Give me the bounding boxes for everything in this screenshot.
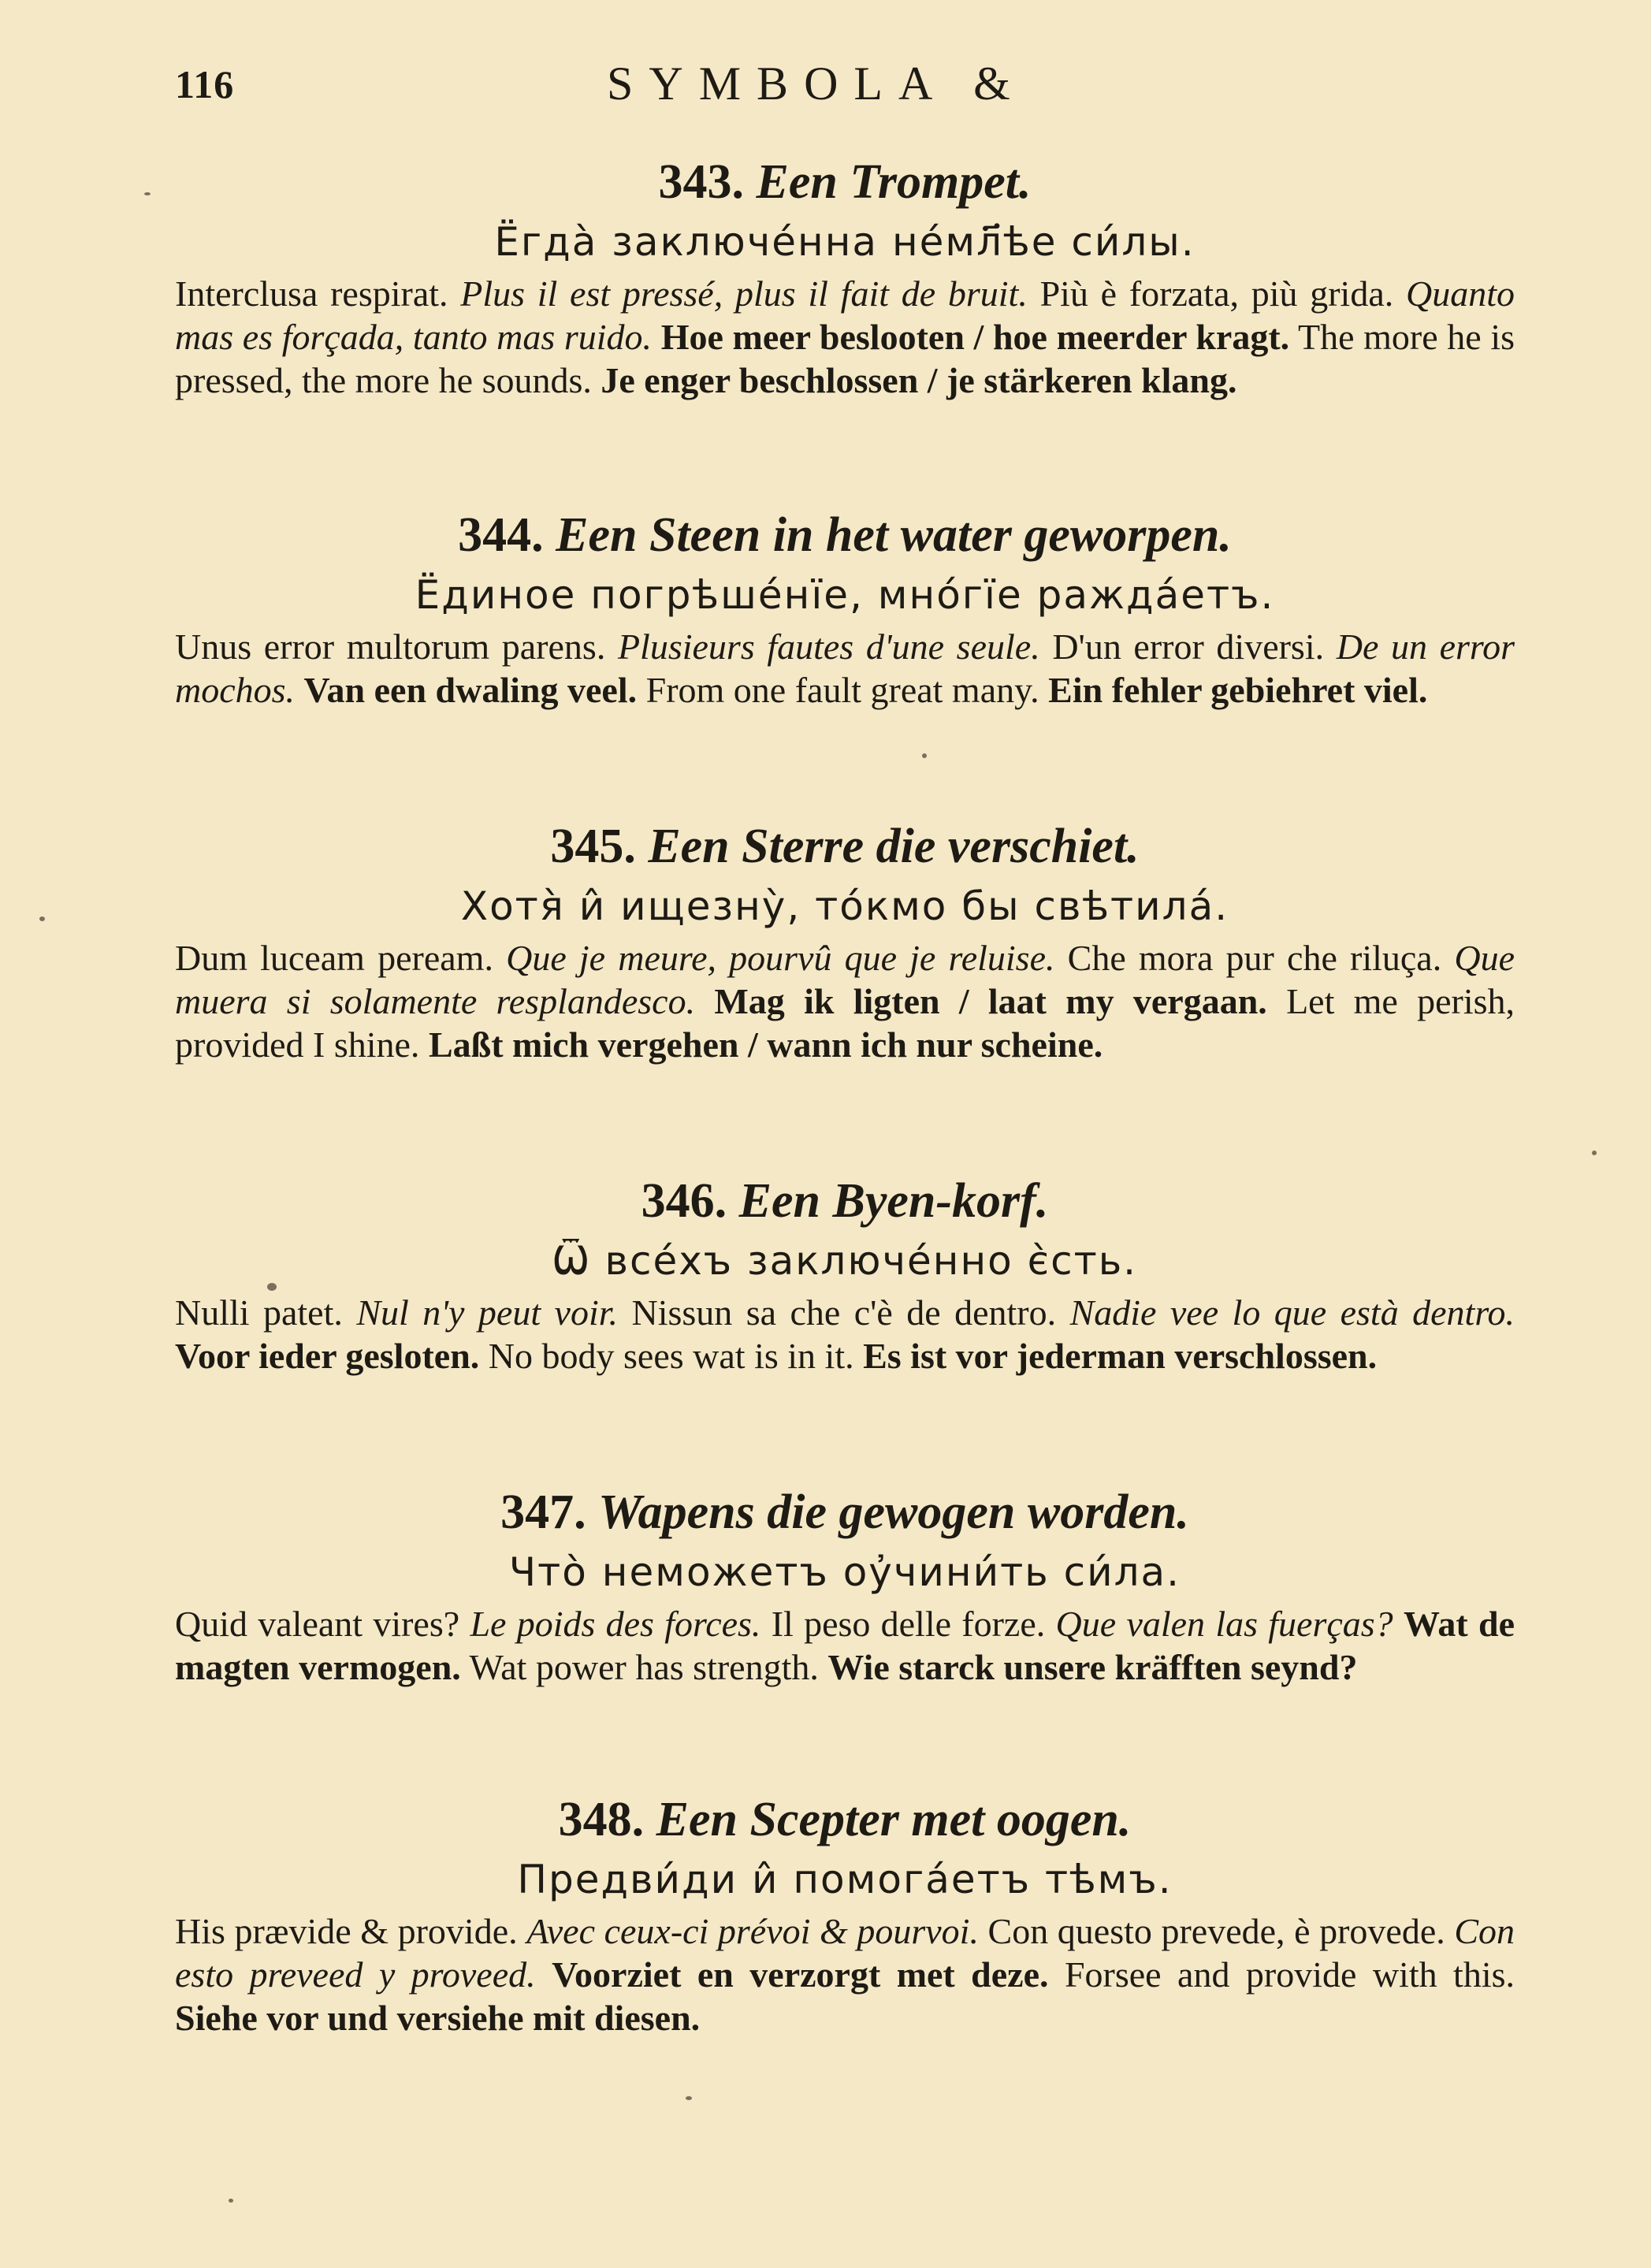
english-motto: The more he is pressed, the more he sounds. [175,317,1515,400]
french-motto: Que je meure, pourvû que je reluise. [506,938,1055,978]
emblem-entry [175,154,1515,402]
paper-speck [229,2199,233,2203]
spanish-motto: Que valen las fuerças? [1055,1604,1393,1644]
german-motto: Laßt mich vergehen / wann ich nur scheine. [428,1024,1103,1065]
italian-motto: Con questo prevede, è provede. [987,1911,1445,1951]
running-title: SYMBOLA & [607,58,1026,110]
paper-speck [1592,1151,1597,1155]
slavonic-motto: Ѿ все́хъ заключе́нно є̀сть. [552,1238,1138,1284]
entry-title: Een Byen-korf. [738,1174,1049,1228]
entry-heading [175,1484,1515,1541]
entry-translations [175,1602,1515,1689]
emblem-entry [175,818,1515,1066]
latin-motto: Interclusa respirat. [175,273,448,314]
french-motto: Plusieurs fautes d'une seule. [617,626,1040,667]
paper-speck [686,2096,692,2100]
latin-motto: Quid valeant vires? [175,1604,460,1644]
slavonic-motto: Предви́ди и̂ помога́етъ тѣмъ. [517,1857,1173,1902]
german-motto: Je enger beschlossen / je stärkeren klang. [601,360,1237,400]
french-motto: Le poids des forces. [470,1604,761,1644]
entry-translations [175,272,1515,402]
entry-title: Een Trompet. [756,155,1032,209]
german-motto: Siehe vor und versiehe mit diesen. [175,1998,701,2038]
italian-motto: Nissun sa che c'è de dentro. [631,1292,1057,1333]
spanish-motto: Con esto preveed y proveed. [175,1911,1515,1995]
entry-translations [175,625,1515,712]
latin-motto: His prævide & provide. [175,1911,518,1951]
entry-title: Wapens die gewogen worden. [598,1485,1189,1539]
entry-title: Een Sterre die verschiet. [648,820,1140,873]
entry-heading [175,507,1515,563]
emblem-entry [175,1484,1515,1689]
dutch-motto: Van een dwaling veel. [303,670,638,710]
entry-number: 348. [558,1793,645,1846]
german-motto: Ein fehler gebiehret viel. [1048,670,1428,710]
entry-title: Een Steen in het water geworpen. [556,508,1232,562]
page-number: 116 [175,62,235,106]
slavonic-motto: Что̀ неможетъ оу҆чини́ть си́ла. [508,1549,1181,1595]
entry-number: 344. [458,508,544,562]
german-motto: Es ist vor jederman verschlossen. [863,1336,1378,1376]
emblem-entry [175,1173,1515,1378]
entry-title: Een Scepter met oogen. [656,1793,1132,1846]
french-motto: Plus il est pressé, plus il fait de bruit. [460,273,1028,314]
english-motto: Let me perish, provided I shine. [175,981,1515,1065]
dutch-motto: Hoe meer beslooten / hoe meerder kragt. [660,317,1290,357]
entry-heading [175,1173,1515,1229]
spanish-motto: Nadie vee lo que està dentro. [1069,1292,1515,1333]
paper-speck [39,916,45,921]
entry-translations [175,1909,1515,2039]
italian-motto: D'un error diversi. [1052,626,1325,667]
italian-motto: Più è forzata, più grida. [1039,273,1394,314]
spanish-motto: De un error mochos. [175,626,1515,710]
german-motto: Wie starck unsere kräfften seynd? [827,1647,1358,1687]
spanish-motto: Quanto mas es forçada, tanto mas ruido. [175,273,1515,357]
entry-number: 345. [550,820,636,873]
french-motto: Nul n'y peut voir. [356,1292,619,1333]
english-motto: Forsee and provide with this. [1064,1954,1515,1995]
slavonic-motto: Хотя̀ и̂ ищезну̀, то́кмо бы свѣтила́. [460,883,1229,929]
paper-speck [922,753,927,758]
entry-heading [175,818,1515,875]
italian-motto: Il peso delle forze. [771,1604,1046,1644]
paper-speck [144,192,151,195]
entry-number: 347. [500,1485,586,1539]
entry-number: 343. [658,155,744,209]
latin-motto: Nulli patet. [175,1292,343,1333]
paper-speck [267,1283,277,1291]
latin-motto: Unus error multorum parens. [175,626,606,667]
english-motto: Wat power has strength. [469,1647,819,1687]
emblem-entry [175,507,1515,712]
italian-motto: Che mora pur che riluça. [1067,938,1442,978]
entry-number: 346. [641,1174,727,1228]
english-motto: No body sees wat is in it. [488,1336,854,1376]
slavonic-motto: Ёдиное погрѣше́нїе, мно́гїе ражда́етъ. [415,572,1275,618]
slavonic-motto: Ёгда̀ заключе́нна не́мл҃ѣе си́лы. [494,219,1195,265]
french-motto: Avec ceux-ci prévoi & pourvoi. [526,1911,979,1951]
dutch-motto: Wat de magten vermogen. [175,1604,1515,1687]
latin-motto: Dum luceam peream. [175,938,493,978]
english-motto: From one fault great many. [645,670,1039,710]
entry-translations [175,1291,1515,1378]
entry-heading [175,154,1515,210]
entry-translations [175,936,1515,1066]
dutch-motto: Mag ik ligten / laat my vergaan. [714,981,1267,1021]
spanish-motto: Que muera si solamente resplandesco. [175,938,1515,1021]
entry-heading [175,1791,1515,1848]
emblem-entry [175,1791,1515,2039]
dutch-motto: Voorziet en verzorgt met deze. [552,1954,1049,1995]
dutch-motto: Voor ieder gesloten. [175,1336,480,1376]
